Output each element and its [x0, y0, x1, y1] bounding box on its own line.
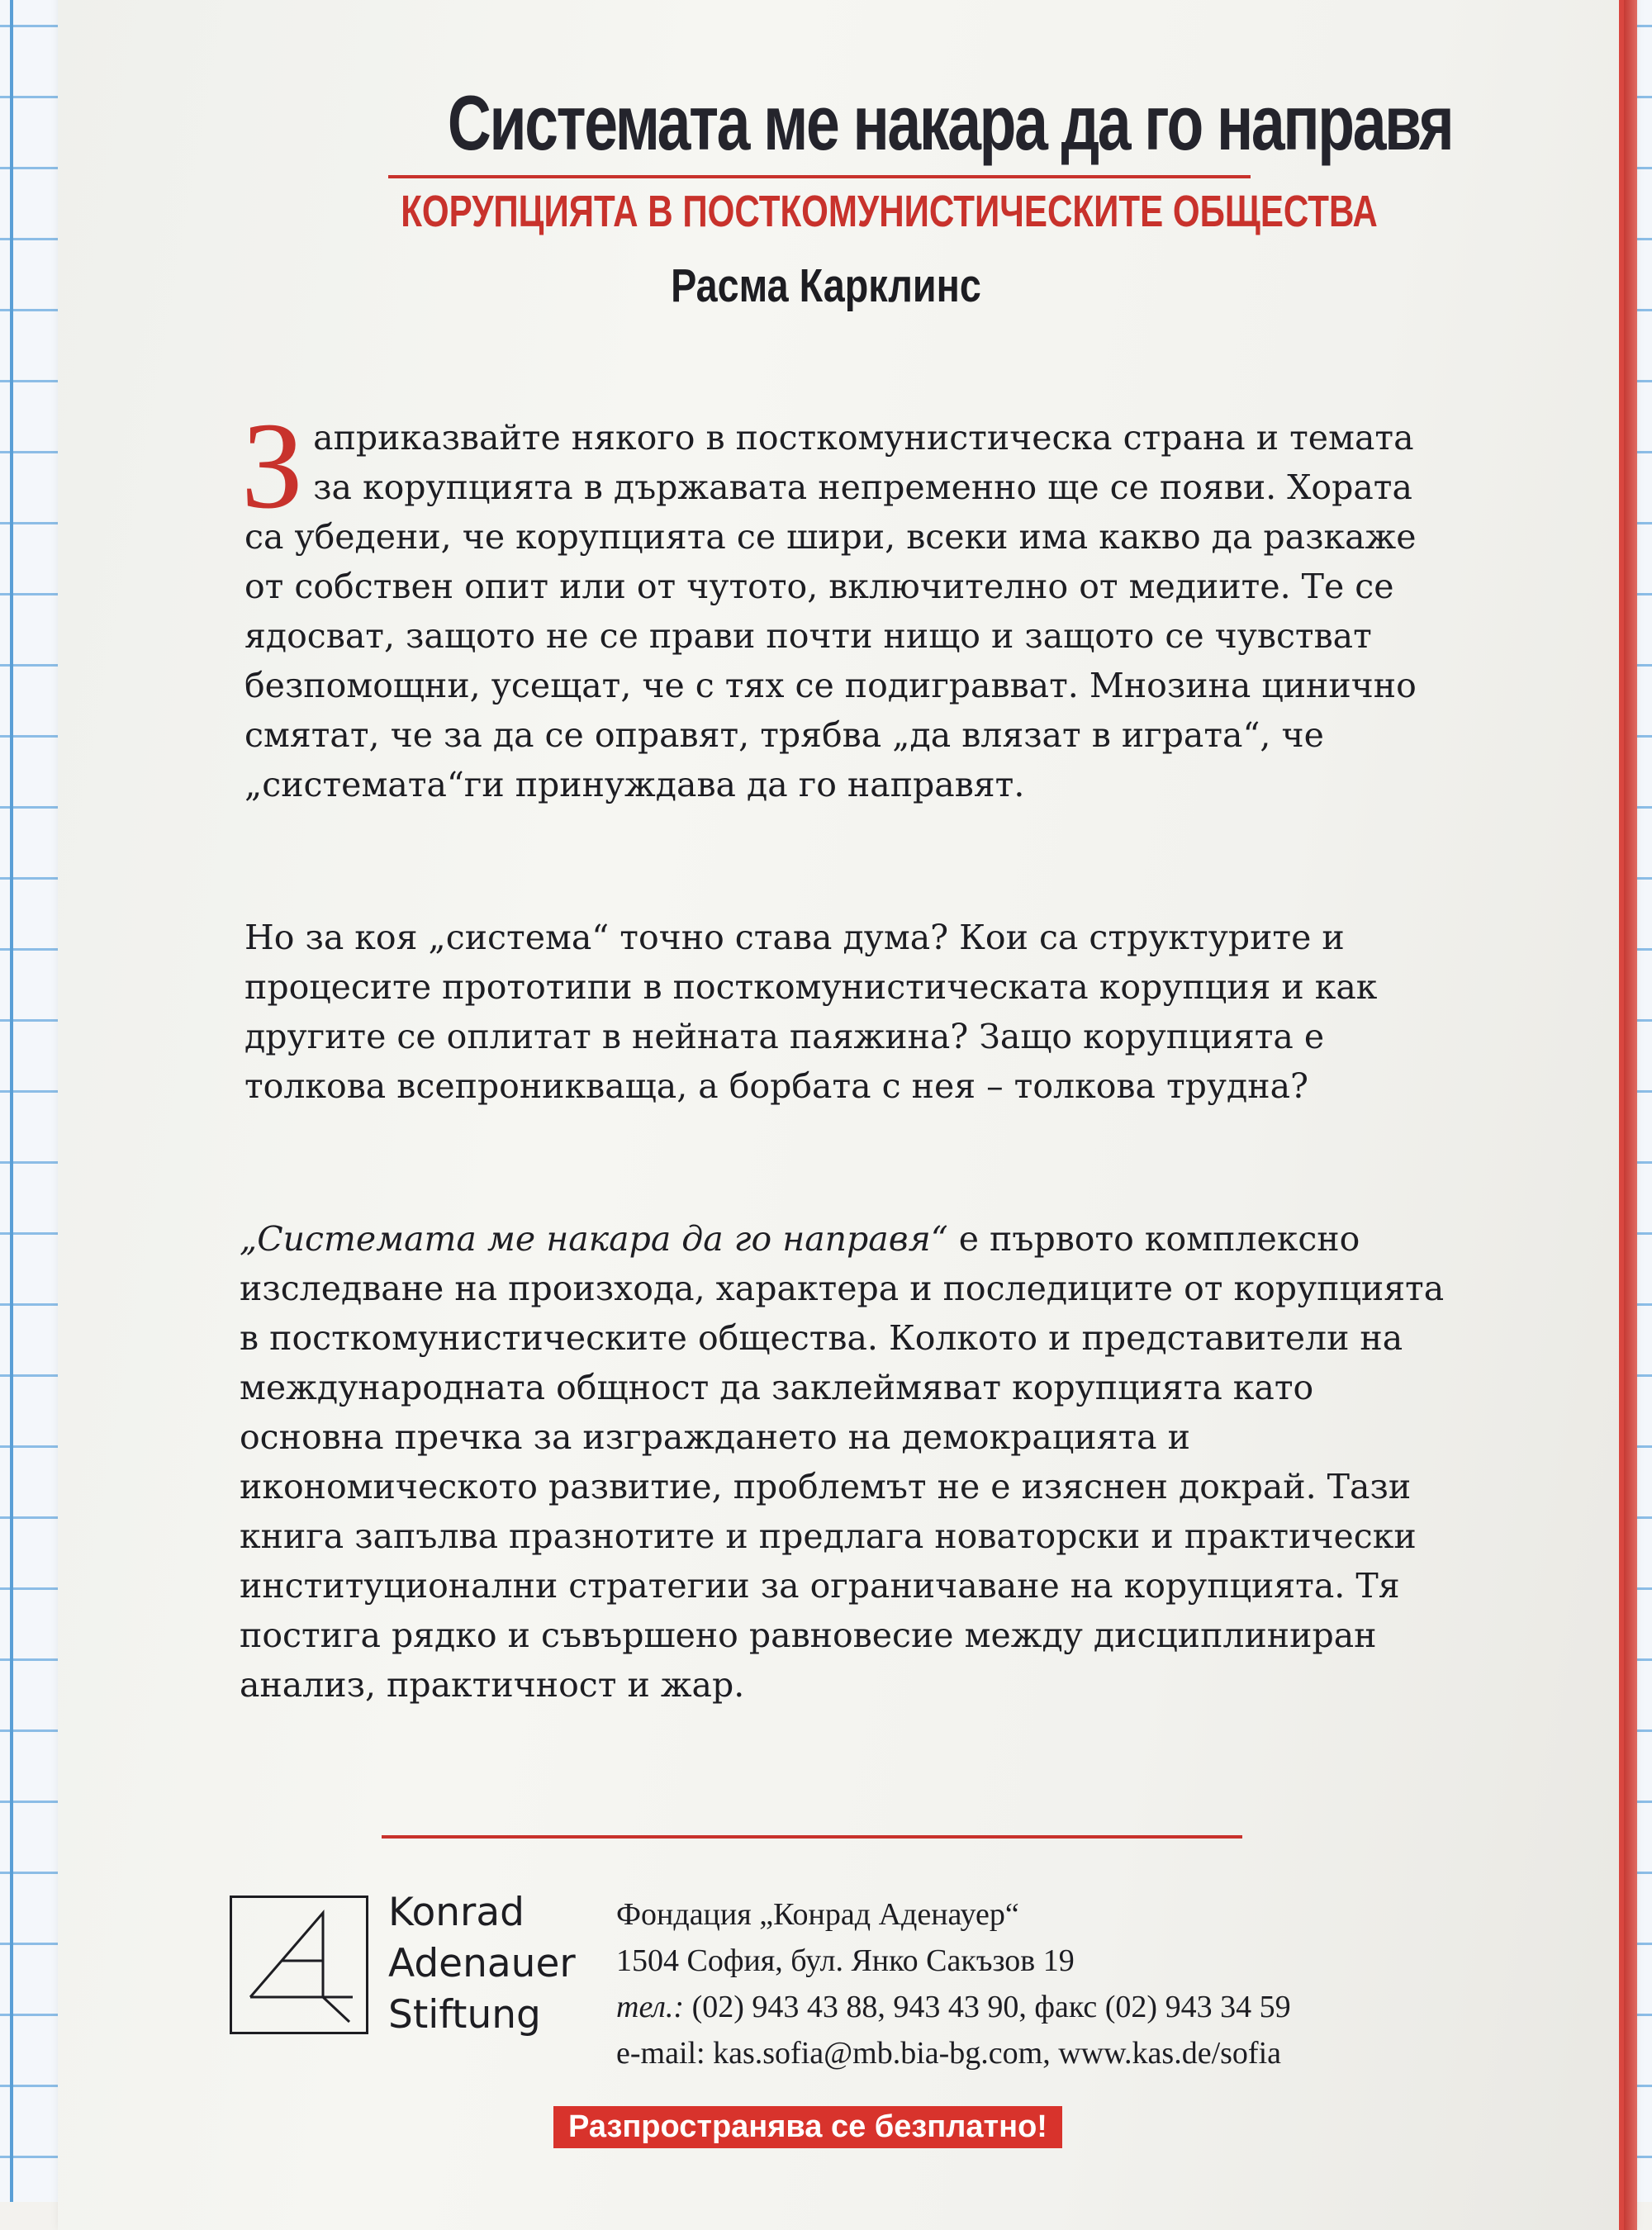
- publisher-name: Фондация „Конрад Аденауер“: [616, 1897, 1019, 1932]
- publisher-contact: [616, 1891, 1291, 2076]
- phone-label: тел.:: [616, 1990, 685, 2024]
- free-distribution-badge: Разпространява се безплатно!: [553, 2106, 1062, 2148]
- title-divider: [388, 175, 1251, 178]
- blurb-paragraph-1: [241, 397, 1459, 809]
- publisher-phone: [616, 1984, 1291, 2030]
- footer-divider: [382, 1835, 1242, 1839]
- kas-logo-wordmark: [388, 1887, 576, 2041]
- publisher-address: 1504 София, бул. Янко Сакъзов 19: [616, 1943, 1075, 1978]
- logo-line-3: Stiftung: [388, 1992, 541, 2038]
- drop-cap: З: [241, 397, 304, 534]
- logo-line-2: Adenauer: [388, 1941, 576, 1986]
- paragraph-3-text: е първото комплексно изследване на произхода, характера и последиците от корупцията в посткомунистическите общества. Колкото и представители на международната общност да заклеймяват корупцията като основна пречка за изграждането на демокрацията и икономическото развитие, проблемът не е изяснен докрай. Тази книга запълва празнотите и предлага новаторски и практически институционални стратегии за ограничаване на корупцията. Тя постига рядко и съвършено равновесие между дисциплиниран анализ, практичност и жар.: [240, 1219, 1445, 1705]
- book-title-quote: „Системата ме накара да го направя“: [240, 1219, 948, 1259]
- book-subtitle: КОРУПЦИЯТА В ПОСТКОМУНИСТИЧЕСКИТЕ ОБЩЕСТВА: [401, 187, 1378, 236]
- blurb-paragraph-2: [244, 913, 1459, 1111]
- paragraph-1-text: априказвайте някого в посткомунистическа страна и темата за корупцията в държавата непременно ще се появи. Хората са убедени, че корупцията се шири, всеки има какво да разкаже от собствен опит или от чутото, включително от медиите. Те се ядосват, защото не се прави почти нищо и защото се чувстват безпомощни, усещат, че с тях се подигравват. Мнозина цинично смятат, че за да се оправят, трябва „да влязат в играта“, че „системата“ги принуждава да го направят.: [244, 418, 1417, 804]
- publisher-email: e-mail: kas.sofia@mb.bia-bg.com, www.kas.de/sofia: [616, 2036, 1281, 2071]
- book-author: Расма Карклинс: [671, 259, 981, 312]
- paragraph-2-text: Но за коя „система“ точно става дума? Кои са структурите и процесите прототипи в посткомунистическата корупция и как другите се оплитат в нейната паяжина? Защо корупцията е толкова всепроникваща, а борбата с нея – толкова трудна?: [244, 918, 1378, 1106]
- book-title: Системата ме накара да го направя: [447, 79, 1453, 166]
- logo-line-1: Konrad: [388, 1890, 525, 1935]
- kas-logo-icon: [230, 1896, 368, 2034]
- phone-value: (02) 943 43 88, 943 43 90, факс (02) 943 34 59: [684, 1990, 1291, 2024]
- blurb-paragraph-3: [240, 1214, 1462, 1710]
